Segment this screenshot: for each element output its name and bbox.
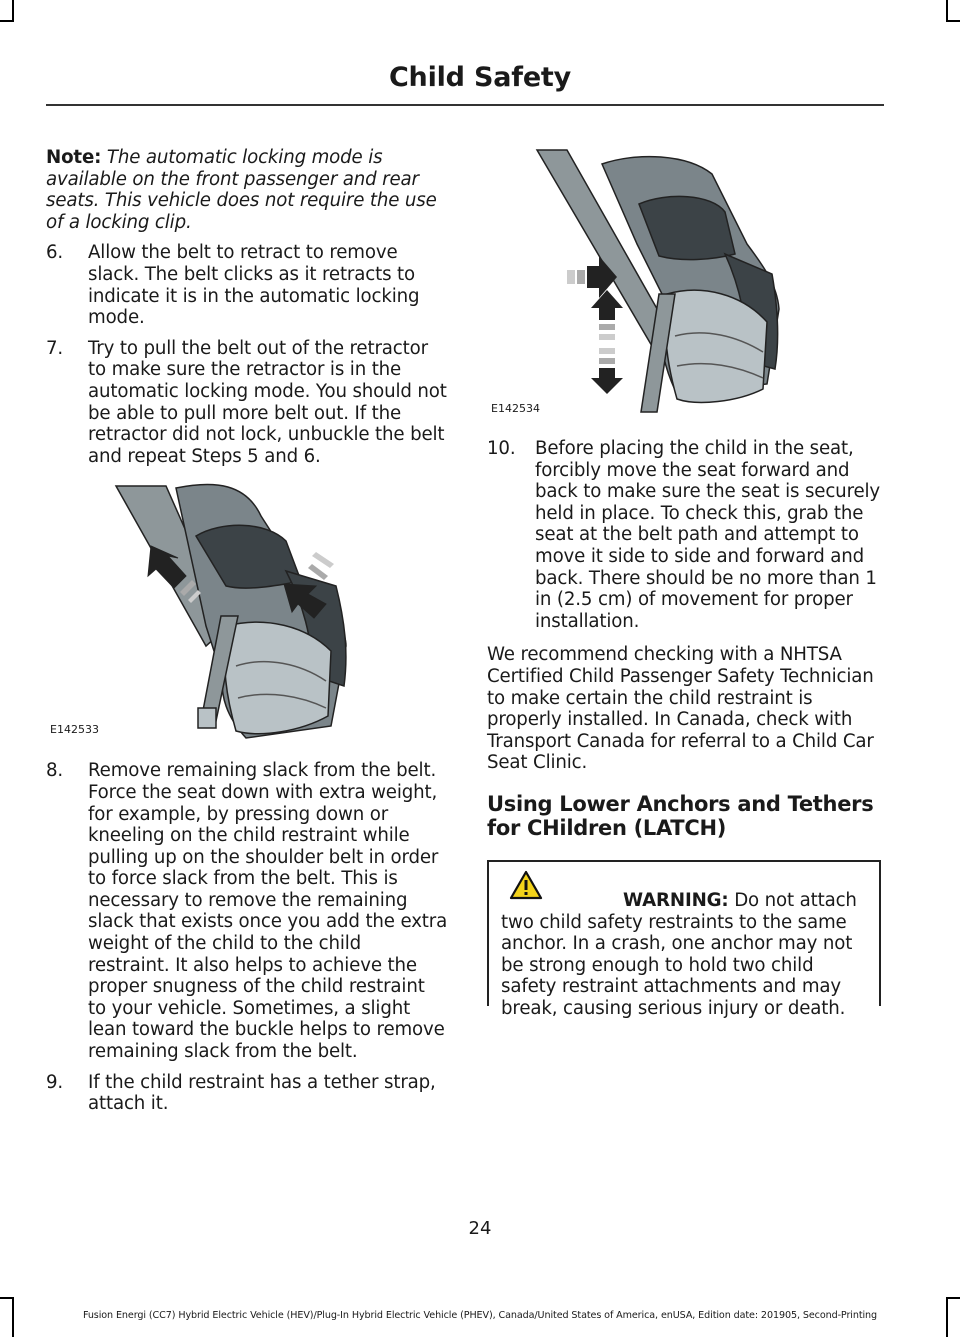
right-column — [487, 144, 881, 1019]
figure-child-seat-movement — [487, 144, 881, 424]
child-seat-illustration — [487, 144, 881, 424]
step-number: 7. — [46, 337, 64, 359]
note-text: The automatic locking mode is available on the front passenger and rear seats. This vehicle does not require the use of a locking clip. — [46, 147, 437, 233]
warning-text: Do not attach two child safety restraints to the same anchor. In a crash, one anchor may not be strong enough to hold two child safety restraint attachments and may break, causing serious injury or death. — [501, 889, 857, 1019]
step-number: 6. — [46, 242, 64, 264]
crop-mark — [0, 20, 14, 22]
figure-code: E142534 — [491, 402, 540, 416]
crop-mark — [946, 0, 948, 22]
note-label: Note: — [46, 147, 102, 168]
warning-label: WARNING: — [623, 889, 729, 911]
arrow-icon — [591, 290, 623, 394]
warning-triangle-icon — [509, 870, 543, 900]
figure-code: E142533 — [50, 722, 99, 736]
step-text: Try to pull the belt out of the retractor to make sure the retractor is in the automatic locking mode. You should not be able to pull more belt out. If the retractor did not lock, unbuckle the belt and repeat Steps 5 and 6. — [88, 337, 447, 467]
crop-mark — [0, 1297, 14, 1299]
header-rule — [46, 104, 884, 106]
crop-mark — [12, 0, 14, 22]
section-heading: Using Lower Anchors and Tethers for CHildren (LATCH) — [487, 791, 874, 840]
footer-text: Fusion Energi (CC7) Hybrid Electric Vehicle (HEV)/Plug-In Hybrid Electric Vehicle (PHEV), Canada/United States of America, enUSA, Edition date: 201905, Second-Printing — [82, 1310, 878, 1321]
crop-mark — [946, 20, 960, 22]
step-10 — [487, 438, 881, 632]
step-text: Allow the belt to retract to remove slack. The belt clicks as it retracts to indicate it is in the automatic locking mode. — [88, 242, 420, 329]
recommendation-paragraph: We recommend checking with a NHTSA Certified Child Passenger Safety Technician to make certain the child restraint is properly installed. In Canada, check with Transport Canada for referral to a Child Car Seat Clinic. — [487, 644, 874, 774]
figure-child-seat-slack — [46, 476, 448, 746]
page-number: 24 — [468, 1218, 492, 1239]
note — [46, 147, 448, 233]
step-text: If the child restraint has a tether strap, attach it. — [88, 1071, 436, 1115]
warning-text-block — [501, 890, 871, 1020]
step-text: Before placing the child in the seat, forcibly move the seat forward and back to make sure the seat is securely held in place. To check this, grab the seat at the belt path and attempt to move it side to side and forward and back. There should be no more than 1 in (2.5 cm) of movement for proper installation. — [535, 438, 881, 632]
step-9 — [46, 1072, 448, 1115]
child-seat-illustration — [46, 476, 448, 746]
step-8 — [46, 760, 448, 1062]
left-column — [46, 147, 448, 1124]
step-number: 9. — [46, 1071, 64, 1093]
warning-box — [487, 860, 881, 1019]
step-text: Remove remaining slack from the belt. Force the seat down with extra weight, for example, by pressing down or kneeling on the child restraint while pulling up on the shoulder belt in order to force slack from the belt. This is necessary to remove the remaining slack that exists once you add the extra weight of the child to the child restraint. It also helps to achieve the proper snugness of the child restraint to your vehicle. Sometimes, a slight lean toward the buckle helps to remove remaining slack from the belt. — [88, 760, 448, 1063]
step-number: 10. — [487, 438, 516, 459]
step-7 — [46, 338, 448, 468]
page-title: Child Safety — [388, 62, 572, 93]
crop-mark — [946, 1297, 960, 1299]
step-number: 8. — [46, 760, 64, 782]
step-6 — [46, 242, 448, 328]
